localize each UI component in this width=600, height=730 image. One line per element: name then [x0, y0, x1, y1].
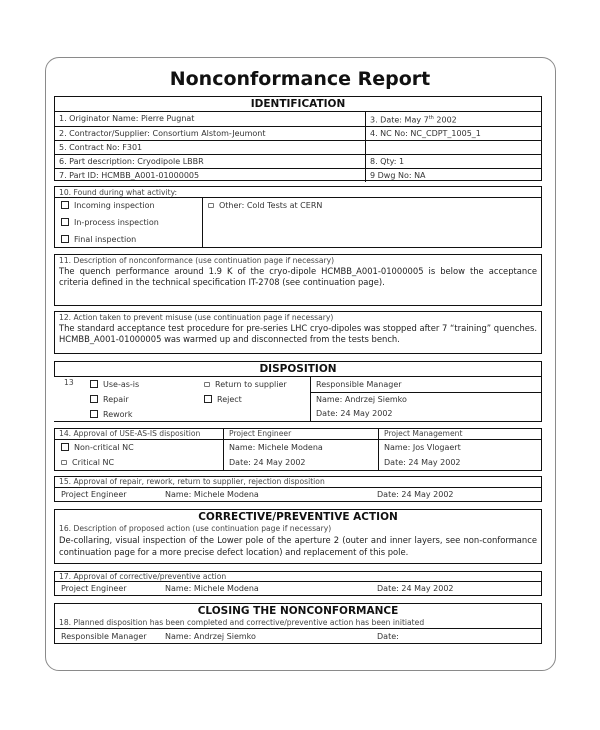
identification-row [55, 140, 541, 154]
nonconformance-description-section [54, 254, 542, 306]
non-critical-nc-option[interactable] [61, 443, 134, 452]
use-as-is-approval-label: 14. Approval of USE-AS-IS disposition [59, 429, 201, 438]
corrective-action-header: CORRECTIVE/PREVENTIVE ACTION [198, 511, 398, 523]
checkbox-icon[interactable] [61, 235, 69, 243]
disposition-header: DISPOSITION [54, 362, 541, 377]
project-management-name: Name: Jos Vlogaert [384, 443, 461, 452]
date-text: 3. Date: May 7 [370, 115, 429, 125]
repair-option[interactable] [90, 395, 129, 404]
nc-number: 4. NC No: NC_CDPT_1005_1 [370, 129, 481, 138]
divider [202, 198, 203, 247]
responsible-manager-label: Responsible Manager [316, 380, 402, 389]
part-id: 7. Part ID: HCMBB_A001-01000005 [55, 169, 366, 182]
empty-cell [366, 141, 541, 154]
option-label: Other: Cold Tests at CERN [219, 201, 323, 210]
closing-section [54, 603, 542, 644]
identification-row [55, 126, 541, 140]
report-date [366, 112, 541, 126]
date-year: 2002 [433, 115, 457, 125]
option-label: Critical NC [72, 458, 115, 467]
corrective-action-section [54, 509, 542, 564]
option-label: Repair [103, 395, 129, 404]
corrective-approval-name: Name: Michele Modena [165, 584, 259, 593]
critical-nc-option[interactable] [61, 458, 114, 467]
found-during-section [54, 186, 542, 248]
in-process-inspection-option[interactable] [61, 218, 159, 227]
project-engineer-date: Date: 24 May 2002 [229, 458, 306, 467]
checkbox-icon[interactable] [204, 395, 212, 403]
checked-checkbox-icon[interactable] [204, 382, 210, 387]
checkbox-icon[interactable] [61, 443, 69, 451]
misuse-prevention-text: The standard acceptance test procedure for pre-series LHC cryo-dipoles was stopped after 7 “training” quenches. HCMBB_A001-01000005 was warmed up and disconnected from the tests bench. [59, 323, 537, 344]
divider [223, 429, 224, 470]
quantity: 8. Qty: 1 [370, 157, 405, 166]
disposition-number: 13 [64, 378, 74, 387]
contract-number: 5. Contract No: F301 [55, 141, 366, 154]
return-to-supplier-option[interactable] [204, 380, 287, 389]
part-description: 6. Part description: Cryodipole LBBR [55, 155, 366, 168]
corrective-approval-section [54, 571, 542, 596]
incoming-inspection-option[interactable] [61, 201, 155, 210]
option-label: Incoming inspection [74, 201, 155, 210]
option-label: Return to supplier [215, 380, 287, 389]
repair-approval-name: Name: Michele Modena [165, 490, 259, 499]
option-label: Use-as-is [103, 380, 140, 389]
option-label: Final inspection [74, 235, 137, 244]
disposition-date: Date: 24 May 2002 [316, 409, 393, 418]
option-label: In-process inspection [74, 218, 159, 227]
checkbox-icon[interactable] [61, 201, 69, 209]
checked-checkbox-icon[interactable] [61, 460, 67, 465]
checkbox-icon[interactable] [90, 395, 98, 403]
closing-header: CLOSING THE NONCONFORMANCE [197, 605, 399, 617]
repair-approval-label: 15. Approval of repair, rework, return to supplier, rejection disposition [55, 477, 541, 488]
identification-row [55, 154, 541, 168]
repair-approval-role: Project Engineer [61, 490, 127, 499]
corrective-approval-role: Project Engineer [61, 584, 127, 593]
nonconformance-description-label: 11. Description of nonconformance (use continuation page if necessary) [59, 256, 335, 265]
nonconformance-description-text: The quench performance around 1.9 K of the cryo-dipole HCMBB_A001-01000005 is below the acceptance criteria defined in the technical specification IT-2708 (see continuation page). [59, 266, 537, 287]
responsible-manager-name: Name: Andrzej Siemko [316, 395, 407, 404]
corrective-approval-label: 17. Approval of corrective/preventive action [55, 572, 541, 582]
contractor-supplier: 2. Contractor/Supplier: Consortium Alstom-Jeumont [55, 127, 366, 140]
project-engineer-name: Name: Michele Modena [229, 443, 323, 452]
other-option[interactable] [208, 201, 322, 210]
found-during-label: 10. Found during what activity: [55, 187, 541, 198]
disposition-section [54, 361, 542, 422]
closing-date: Date: [377, 632, 399, 641]
identification-header: IDENTIFICATION [55, 97, 541, 112]
drawing-number: 9 Dwg No: NA [370, 171, 426, 180]
page-title: Nonconformance Report [169, 68, 431, 90]
identification-section [54, 96, 542, 181]
identification-row [55, 112, 541, 126]
corrective-approval-date: Date: 24 May 2002 [377, 584, 454, 593]
divider [378, 429, 379, 470]
rework-option[interactable] [90, 410, 132, 419]
use-as-is-approval-section [54, 428, 542, 471]
checked-checkbox-icon[interactable] [208, 203, 214, 208]
checkbox-icon[interactable] [90, 410, 98, 418]
misuse-prevention-section [54, 311, 542, 354]
option-label: Rework [103, 410, 133, 419]
closing-role: Responsible Manager [61, 632, 147, 641]
originator-name: 1. Originator Name: Pierre Pugnat [55, 112, 366, 126]
date-superscript: th [428, 115, 434, 121]
project-management-date: Date: 24 May 2002 [384, 458, 461, 467]
proposed-action-label: 16. Description of proposed action (use continuation page if necessary) [59, 524, 332, 533]
use-as-is-option[interactable] [90, 380, 139, 389]
divider [55, 439, 541, 440]
checkbox-icon[interactable] [61, 218, 69, 226]
closing-label: 18. Planned disposition has been completed and corrective/preventive action has been initiated [55, 618, 541, 629]
project-engineer-label: Project Engineer [229, 429, 292, 438]
closing-name: Name: Andrzej Siemko [165, 632, 256, 641]
checkbox-icon[interactable] [90, 380, 98, 388]
proposed-action-text: De-collaring, visual inspection of the Lower pole of the aperture 2 (outer and inner layers, see non-conformance continuation page for a more precise defect location) and replacement of this pole. [59, 535, 537, 557]
repair-approval-section [54, 476, 542, 502]
reject-option[interactable] [204, 395, 242, 404]
divider [310, 377, 311, 421]
misuse-prevention-label: 12. Action taken to prevent misuse (use continuation page if necessary) [59, 313, 334, 322]
repair-approval-date: Date: 24 May 2002 [377, 490, 454, 499]
final-inspection-option[interactable] [61, 235, 136, 244]
identification-rows [55, 112, 541, 182]
project-management-label: Project Management [384, 429, 463, 438]
option-label: Non-critical NC [74, 443, 134, 452]
option-label: Reject [217, 395, 242, 404]
identification-row [55, 168, 541, 182]
